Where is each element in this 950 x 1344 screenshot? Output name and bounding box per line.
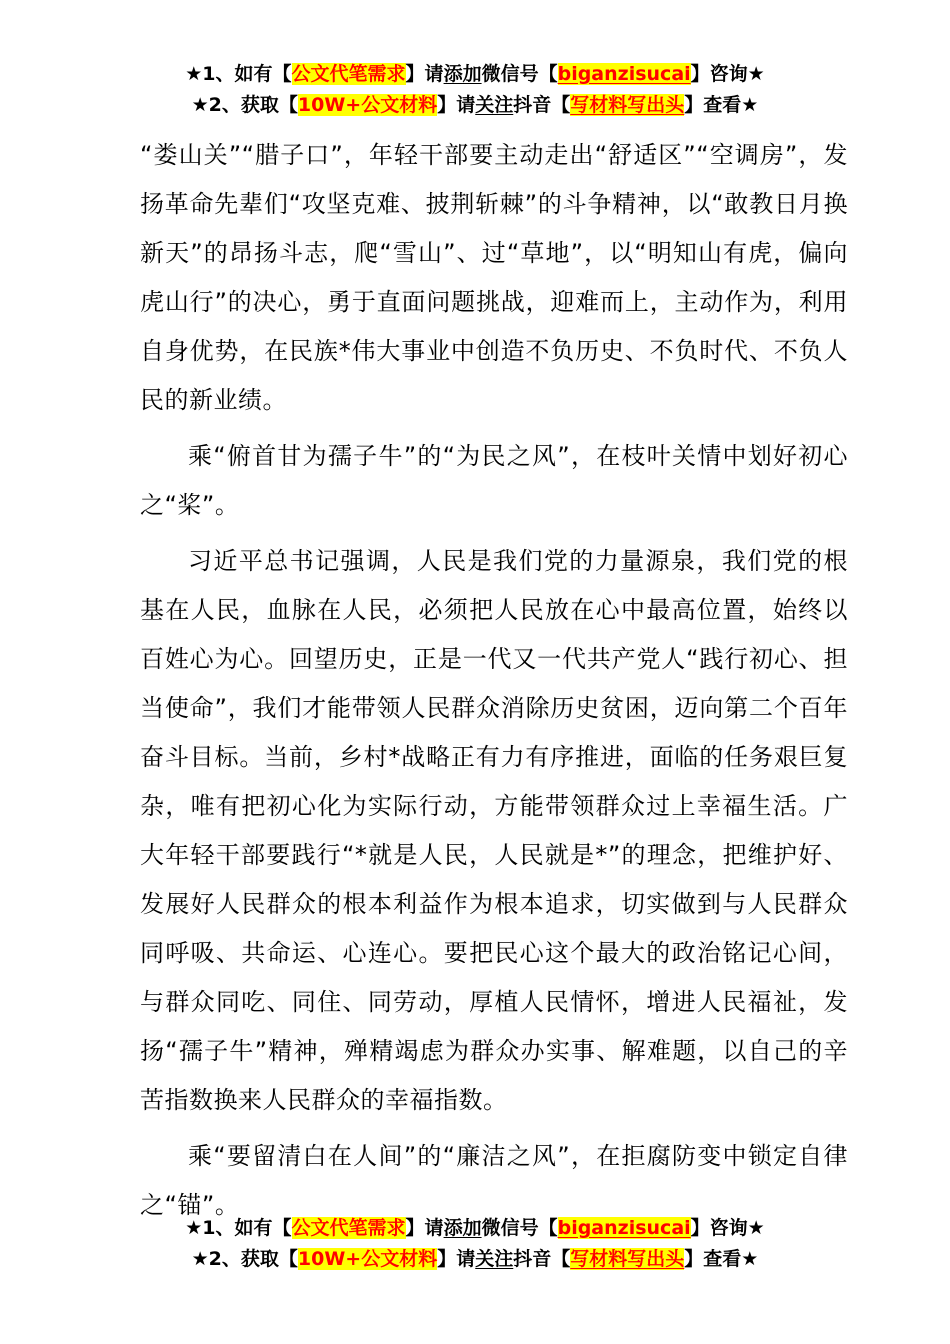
promo-segment: 】咨询★ [690, 63, 765, 85]
promo-segment: biganzisucai [557, 63, 691, 85]
promo-segment: 】请 [437, 94, 476, 116]
promo-segment: ★1、如有【 [185, 1217, 292, 1239]
promo-segment: biganzisucai [557, 1217, 691, 1239]
promo-segment: 微信号【 [481, 1217, 558, 1239]
promo-segment: 公文代笔需求 [291, 63, 406, 85]
promo-banner-top [0, 0, 950, 121]
promo-segment: 】查看★ [684, 94, 759, 116]
promo-line-1 [0, 59, 950, 90]
promo-segment: 】请 [405, 1217, 444, 1239]
promo-segment: 微信号【 [481, 63, 558, 85]
promo-banner-bottom [0, 1213, 950, 1275]
promo-segment: 写材料写出头 [570, 94, 685, 116]
promo-segment: 抖音【 [513, 1248, 571, 1270]
promo-segment: 关注 [475, 1248, 514, 1270]
promo-segment: 】请 [437, 1248, 476, 1270]
promo-line-1 [0, 1213, 950, 1244]
promo-segment: 关注 [475, 94, 514, 116]
promo-segment: 抖音【 [513, 94, 571, 116]
promo-segment: 】咨询★ [690, 1217, 765, 1239]
promo-segment: 添加 [443, 1217, 482, 1239]
promo-segment: ★1、如有【 [185, 63, 292, 85]
promo-segment: ★2、获取【 [191, 94, 298, 116]
promo-segment: 写材料写出头 [570, 1248, 685, 1270]
promo-segment: 10W+公文材料 [297, 94, 438, 116]
paragraph: 乘“俯首甘为孺子牛”的“为民之风”，在枝叶关情中划好初心之“桨”。 [140, 442, 848, 519]
promo-segment: 10W+公文材料 [297, 1248, 438, 1270]
promo-segment: 】查看★ [684, 1248, 759, 1270]
paragraph: 习近平总书记强调，人民是我们党的力量源泉，我们党的根基在人民，血脉在人民，必须把人民放在心中最高位置，始终以百姓心为心。回望历史，正是一代又一代共产党人“践行初心、担当使命”，我们才能带领人民群众消除历史贫困，迈向第二个百年奋斗目标。当前，乡村*战略正有力有序推进，面临的任务艰巨复杂，唯有把初心化为实际行动，方能带领群众过上幸福生活。广大年轻干部要践行“*就是人民，人民就是*”的理念，把维护好、发展好人民群众的根本利益作为根本追求，切实做到与人民群众同呼吸、共命运、心连心。要把民心这个最大的政治铭记心间，与群众同吃、同住、同劳动，厚植人民情怀，增进人民福祉，发扬“孺子牛”精神，殚精竭虑为群众办实事、解难题，以自己的辛苦指数换来人民群众的幸福指数。 [140, 547, 848, 1114]
promo-segment: ★2、获取【 [191, 1248, 298, 1270]
promo-line-2 [0, 90, 950, 121]
promo-segment: 添加 [443, 63, 482, 85]
promo-segment: 公文代笔需求 [291, 1217, 406, 1239]
paragraph: 乘“要留清白在人间”的“廉洁之风”，在拒腐防变中锁定自律之“锚”。 [140, 1142, 848, 1219]
promo-line-2 [0, 1244, 950, 1275]
paragraph: “娄山关”“腊子口”，年轻干部要主动走出“舒适区”“空调房”，发扬革命先辈们“攻坚克难、披荆斩棘”的斗争精神，以“敢教日月换新天”的昂扬斗志，爬“雪山”、过“草地”，以“明知山有虎，偏向虎山行”的决心，勇于直面问题挑战，迎难而上，主动作为，利用自身优势，在民族*伟大事业中创造不负历史、不负时代、不负人民的新业绩。 [140, 141, 848, 414]
promo-segment: 】请 [405, 63, 444, 85]
document-body [140, 131, 848, 1230]
